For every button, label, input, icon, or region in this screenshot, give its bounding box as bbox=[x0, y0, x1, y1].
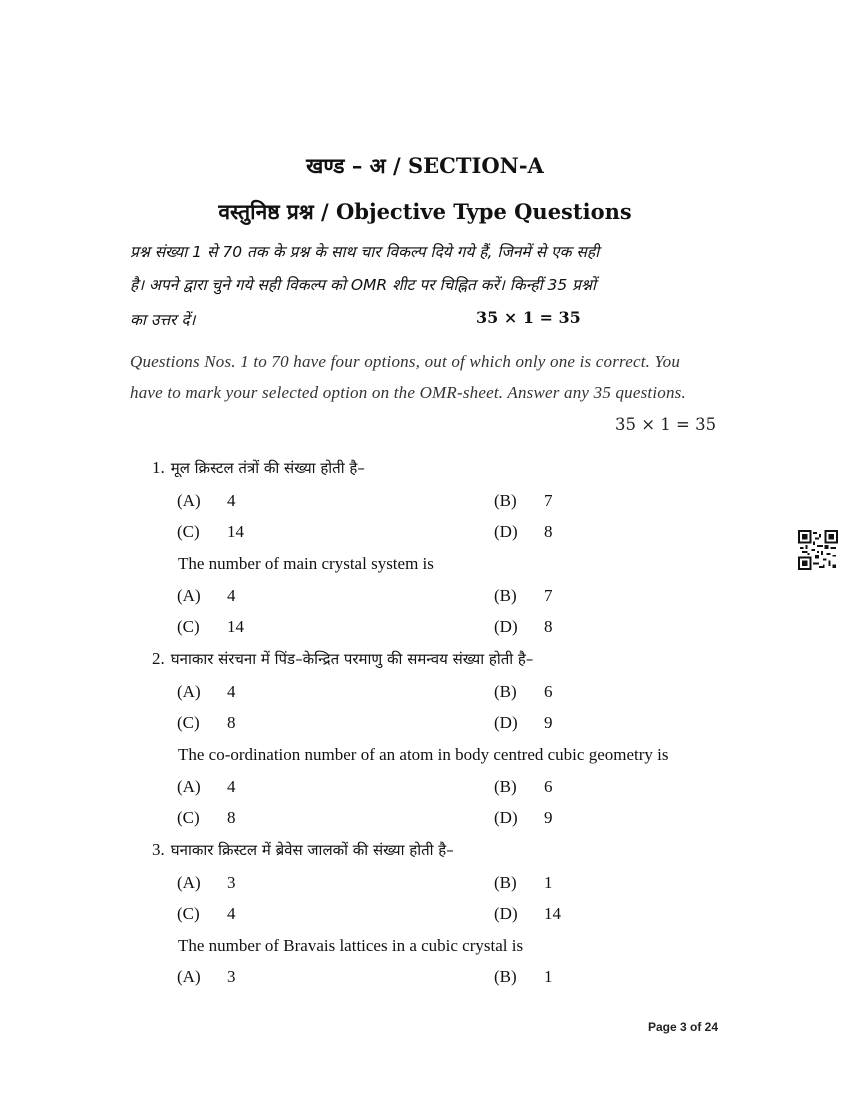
option-value: 14 bbox=[544, 904, 561, 923]
q3-en-option-a[interactable] bbox=[177, 967, 236, 987]
option-value: 4 bbox=[227, 777, 236, 796]
option-value: 1 bbox=[544, 967, 553, 986]
option-key: (A) bbox=[177, 873, 201, 892]
option-key: (D) bbox=[494, 904, 518, 923]
option-key: (B) bbox=[494, 873, 517, 892]
q3-hi-option-a[interactable] bbox=[177, 873, 236, 893]
page-subtitle: वस्तुनिष्ठ प्रश्न / Objective Type Questions bbox=[218, 199, 632, 224]
option-key: (D) bbox=[494, 522, 518, 541]
option-key: (B) bbox=[494, 967, 517, 986]
q3-hi-option-c[interactable] bbox=[177, 904, 236, 924]
option-key: (C) bbox=[177, 808, 200, 827]
option-key: (B) bbox=[494, 682, 517, 701]
q1-en-option-c[interactable] bbox=[177, 617, 244, 637]
question-2-english: The co-ordination number of an atom in body centred cubic geometry is bbox=[178, 745, 669, 764]
question-text-hindi: मूल क्रिस्टल तंत्रों की संख्या होती है– bbox=[170, 459, 365, 477]
option-value: 9 bbox=[544, 808, 553, 827]
marks-hindi: 35 × 1 = 35 bbox=[476, 308, 581, 327]
q2-hi-option-c[interactable] bbox=[177, 713, 236, 733]
q2-hi-option-b[interactable] bbox=[494, 682, 553, 702]
option-key: (A) bbox=[177, 777, 201, 796]
q2-en-option-d[interactable] bbox=[494, 808, 553, 828]
hindi-instruction-line-2: है। अपने द्वारा चुने गये सही विकल्प को OMR शीट पर चिह्नित करें। किन्हीं 35 प्रश्नों bbox=[130, 276, 596, 294]
option-key: (C) bbox=[177, 904, 200, 923]
question-1-english: The number of main crystal system is bbox=[178, 554, 434, 573]
page-footer: Page 3 of 24 bbox=[648, 1020, 719, 1034]
option-value: 4 bbox=[227, 904, 236, 923]
option-value: 14 bbox=[227, 522, 244, 541]
option-key: (B) bbox=[494, 777, 517, 796]
q1-en-option-d[interactable] bbox=[494, 617, 553, 637]
hindi-instruction-line-3: का उत्तर दें। bbox=[130, 311, 196, 329]
option-key: (A) bbox=[177, 586, 201, 605]
q1-en-option-b[interactable] bbox=[494, 586, 553, 606]
q2-en-option-a[interactable] bbox=[177, 777, 236, 797]
english-instruction-line-1: Questions Nos. 1 to 70 have four options, out of which only one is correct. You bbox=[130, 352, 681, 371]
question-2-hindi bbox=[152, 649, 533, 669]
question-text-hindi: घनाकार संरचना में पिंड–केन्द्रित परमाणु की समन्वय संख्या होती है– bbox=[170, 650, 534, 668]
q1-en-option-a[interactable] bbox=[177, 586, 236, 606]
option-key: (C) bbox=[177, 617, 200, 636]
english-instruction-line-2: have to mark your selected option on the OMR-sheet. Answer any 35 questions. bbox=[130, 383, 686, 402]
q1-hi-option-b[interactable] bbox=[494, 491, 553, 511]
q1-hi-option-a[interactable] bbox=[177, 491, 236, 511]
option-key: (A) bbox=[177, 491, 201, 510]
option-value: 4 bbox=[227, 491, 236, 510]
option-key: (D) bbox=[494, 808, 518, 827]
question-3-english: The number of Bravais lattices in a cubic crystal is bbox=[178, 936, 524, 955]
option-value: 4 bbox=[227, 682, 236, 701]
section-title: खण्ड – अ / SECTION-A bbox=[306, 153, 544, 178]
q1-hi-option-d[interactable] bbox=[494, 522, 553, 542]
option-value: 6 bbox=[544, 777, 553, 796]
qr-code-icon bbox=[797, 530, 839, 570]
option-value: 8 bbox=[544, 522, 553, 541]
option-value: 4 bbox=[227, 586, 236, 605]
q2-en-option-c[interactable] bbox=[177, 808, 236, 828]
option-value: 3 bbox=[227, 967, 236, 986]
option-value: 9 bbox=[544, 713, 553, 732]
hindi-instruction-line-1: प्रश्न संख्या 1 से 70 तक के प्रश्न के साथ चार विकल्प दिये गये हैं, जिनमें से एक सही bbox=[130, 243, 600, 261]
question-number: 1. bbox=[152, 458, 165, 477]
option-key: (C) bbox=[177, 713, 200, 732]
q1-hi-option-c[interactable] bbox=[177, 522, 244, 542]
question-1-hindi bbox=[152, 458, 365, 478]
option-value: 3 bbox=[227, 873, 236, 892]
option-value: 8 bbox=[227, 713, 236, 732]
question-number: 3. bbox=[152, 840, 165, 859]
option-value: 6 bbox=[544, 682, 553, 701]
q2-en-option-b[interactable] bbox=[494, 777, 553, 797]
option-value: 8 bbox=[227, 808, 236, 827]
question-3-hindi bbox=[152, 840, 454, 860]
option-key: (C) bbox=[177, 522, 200, 541]
q2-hi-option-a[interactable] bbox=[177, 682, 236, 702]
question-text-hindi: घनाकार क्रिस्टल में ब्रेवेस जालकों की संख्या होती है– bbox=[170, 841, 454, 859]
q3-hi-option-d[interactable] bbox=[494, 904, 561, 924]
option-key: (A) bbox=[177, 682, 201, 701]
q3-en-option-b[interactable] bbox=[494, 967, 553, 987]
option-value: 1 bbox=[544, 873, 553, 892]
marks-english: 35 × 1 = 35 bbox=[615, 415, 717, 434]
option-value: 7 bbox=[544, 586, 553, 605]
option-value: 8 bbox=[544, 617, 553, 636]
option-key: (B) bbox=[494, 491, 517, 510]
option-key: (D) bbox=[494, 617, 518, 636]
option-key: (A) bbox=[177, 967, 201, 986]
question-number: 2. bbox=[152, 649, 165, 668]
option-value: 14 bbox=[227, 617, 244, 636]
q3-hi-option-b[interactable] bbox=[494, 873, 553, 893]
option-value: 7 bbox=[544, 491, 553, 510]
q2-hi-option-d[interactable] bbox=[494, 713, 553, 733]
option-key: (B) bbox=[494, 586, 517, 605]
option-key: (D) bbox=[494, 713, 518, 732]
